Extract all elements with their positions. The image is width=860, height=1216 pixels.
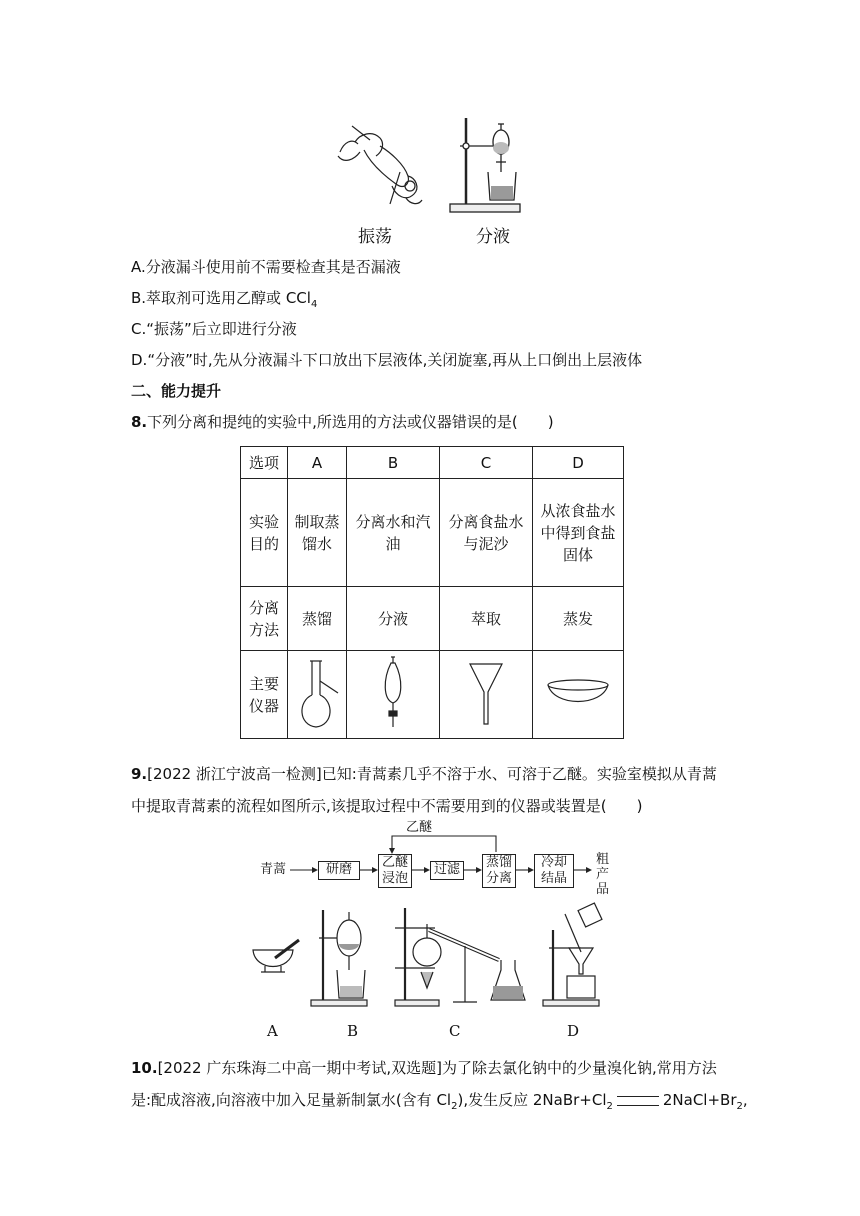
- q7-option-b-subscript: 4: [310, 299, 318, 310]
- apparatus-options: [245, 900, 615, 1050]
- apparatus-label-c: C: [449, 1022, 461, 1040]
- table-header-cell: 选项: [241, 447, 288, 479]
- distillation-flask-icon: [292, 655, 342, 731]
- q7-option-b-text: B.萃取剂可选用乙醇或 CCl: [131, 289, 311, 307]
- purpose-b-text: 分离水和汽油: [355, 512, 431, 553]
- funnel-icon: [466, 658, 506, 728]
- caption-separating: 分液: [476, 227, 510, 247]
- row-label-method: [241, 587, 288, 651]
- q10-line2-part-c: 2NaCl+Br: [662, 1091, 737, 1109]
- apparatus-label-a: A: [267, 1022, 278, 1040]
- q10-line2: [131, 1089, 748, 1118]
- purpose-d: [533, 479, 624, 587]
- method-c: 萃取: [440, 587, 533, 651]
- row-label-purpose-text: 实验目的: [248, 512, 279, 553]
- section-heading: 二、能力提升: [131, 382, 222, 400]
- flow-step-crystallization: 冷却结晶: [534, 854, 574, 888]
- separatory-funnel-icon: [373, 653, 413, 733]
- flow-start: 青蒿: [260, 862, 287, 877]
- apparatus-illustrations: [245, 900, 615, 1020]
- table-header-option-b: B: [347, 447, 440, 479]
- instrument-a: [288, 651, 347, 739]
- row-label-instrument: [241, 651, 288, 739]
- flow-step-filtering: 过滤: [430, 861, 464, 880]
- table-header-option-d: D: [533, 447, 624, 479]
- q9-number: 9.: [131, 765, 148, 783]
- flow-recycle-label: 乙醚: [406, 820, 433, 835]
- q8-stem: [131, 411, 554, 433]
- q10-line2-part-b: ),发生反应 2NaBr+Cl: [457, 1091, 607, 1109]
- q10-sub-1: 2: [451, 1101, 458, 1112]
- purpose-c-text: 分离食盐水与泥沙: [448, 512, 524, 553]
- q7-option-a: A.分液漏斗使用前不需要检查其是否漏液: [131, 258, 401, 276]
- q8-stem-text: 下列分离和提纯的实验中,所选用的方法或仪器错误的是( ): [147, 413, 554, 431]
- q10-line1-text: [2022 广东珠海二中高一期中考试,双选题]为了除去氯化钠中的少量溴化钠,常用方法: [157, 1059, 717, 1077]
- instrument-d: [533, 651, 624, 739]
- q9-line1: [131, 763, 717, 785]
- table-header-option-c: C: [440, 447, 533, 479]
- separation-figure: [330, 112, 530, 247]
- apparatus-label-d: D: [567, 1022, 580, 1040]
- apparatus-label-b: B: [347, 1022, 359, 1040]
- q10-line1: [131, 1057, 717, 1079]
- method-a: 蒸馏: [288, 587, 347, 651]
- instrument-c: [440, 651, 533, 739]
- reaction-equals-sign: [617, 1096, 659, 1106]
- row-label-purpose: [241, 479, 288, 587]
- purpose-a: [288, 479, 347, 587]
- q7-option-d: D.“分液”时,先从分液漏斗下口放出下层液体,关闭旋塞,再从上口倒出上层液体: [131, 351, 643, 369]
- flow-step-soaking: 乙醚浸泡: [378, 854, 412, 888]
- method-d: 蒸发: [533, 587, 624, 651]
- shaking-and-separatory-funnel-illustration: [330, 112, 530, 222]
- q7-option-b: [131, 287, 317, 316]
- purpose-d-text: 从浓食盐水中得到食盐固体: [540, 501, 616, 564]
- purpose-a-text: 制取蒸馏水: [294, 512, 340, 553]
- q10-number: 10.: [131, 1059, 158, 1077]
- q8-number: 8.: [131, 413, 148, 431]
- flow-step-distillation: 蒸馏分离: [482, 854, 516, 888]
- q9-line2: 中提取青蒿素的流程如图所示,该提取过程中不需要用到的仪器或装置是( ): [131, 797, 643, 815]
- q10-sub-3: 2: [736, 1101, 743, 1112]
- flow-step-grinding: 研磨: [318, 861, 360, 880]
- table-header-option-a: A: [288, 447, 347, 479]
- row-label-instrument-text: 主要仪器: [248, 674, 279, 715]
- purpose-b: [347, 479, 440, 587]
- instrument-b: [347, 651, 440, 739]
- method-b: 分液: [347, 587, 440, 651]
- evaporating-dish-icon: [544, 673, 612, 713]
- q8-table: [240, 446, 624, 739]
- purpose-c: [440, 479, 533, 587]
- q10-line2-part-d: ,: [742, 1091, 748, 1109]
- flow-end: 粗产品: [596, 852, 610, 897]
- q9-line1-text: [2022 浙江宁波高一检测]已知:青蒿素几乎不溶于水、可溶于乙醚。实验室模拟从青蒿: [147, 765, 717, 783]
- q10-sub-2: 2: [606, 1101, 613, 1112]
- extraction-flowchart: [260, 820, 610, 900]
- row-label-method-text: 分离方法: [248, 598, 279, 639]
- q7-option-c: C.“振荡”后立即进行分液: [131, 320, 297, 338]
- q10-line2-part-a: 是:配成溶液,向溶液中加入足量新制氯水(含有 Cl: [131, 1091, 452, 1109]
- caption-shaking: 振荡: [358, 227, 392, 247]
